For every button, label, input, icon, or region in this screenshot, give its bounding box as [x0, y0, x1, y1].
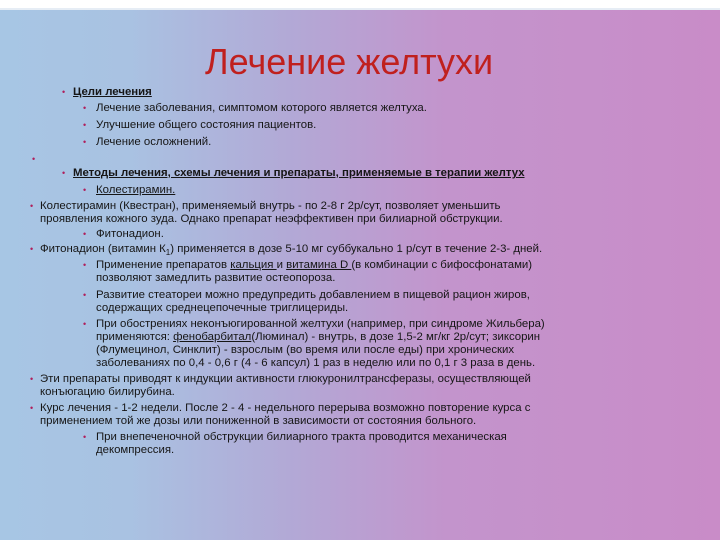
text-continuation	[0, 302, 710, 318]
bullet-icon: •	[32, 154, 36, 164]
bullet-icon: •	[83, 229, 87, 239]
text-continuation	[0, 444, 710, 458]
text-line: (Флумецинол, Синклит) - взрослым (во время или после еды) при хронических	[96, 344, 515, 356]
text-line: проявления кожного зуда. Однако препарат неэффективен при билиарной обструкции.	[40, 213, 503, 225]
text-continuation	[0, 331, 710, 344]
text-line: Курс лечения - 1-2 недели. После 2 - 4 - недельного перерыва возможно повторение курса с	[40, 402, 531, 414]
list-item	[0, 167, 710, 184]
list-item	[0, 402, 710, 415]
text-continuation	[0, 386, 710, 402]
text-fragment: применяются:	[96, 331, 174, 343]
text-continuation	[0, 272, 710, 289]
slide-body	[0, 86, 710, 458]
list-item	[0, 431, 710, 444]
list-item	[0, 102, 710, 119]
list-item	[0, 243, 710, 259]
phenobarbital-link[interactable]: фенобарбитал	[173, 331, 252, 343]
text-continuation	[0, 415, 710, 431]
goal-item: Лечение осложнений.	[96, 136, 212, 148]
methods-heading: Методы лечения, схемы лечения и препараты, применяемые в терапии желтух	[73, 167, 525, 179]
text-fragment: (Люминал) - внутрь, в дозе 1,5-2 мг/кг 2р/сут; зиксорин	[251, 331, 541, 343]
bullet-icon: •	[83, 185, 87, 195]
slide-top-border	[0, 0, 720, 8]
bullet-icon: •	[83, 290, 87, 300]
slide-title: Лечение желтухи	[205, 41, 494, 82]
text-continuation	[0, 213, 710, 228]
text-line: декомпрессия.	[96, 444, 175, 456]
text-fragment: ) применяется в дозе 5-10 мг суббукально 1 р/сут в течение 2-3- дней.	[170, 243, 543, 255]
text-line	[40, 243, 542, 259]
text-line: позволяют замедлить развитие остеопороза.	[96, 272, 336, 284]
text-line: Эти препараты приводят к индукции активности глюкуронилтрансферазы, осуществляющей	[40, 373, 531, 385]
bullet-icon: •	[30, 374, 34, 384]
bullet-icon: •	[83, 432, 87, 442]
text-line	[96, 331, 540, 344]
list-item	[0, 119, 710, 136]
goals-heading: Цели лечения	[73, 86, 152, 98]
list-item	[0, 184, 710, 200]
list-item	[0, 373, 710, 386]
list-item	[0, 228, 710, 243]
text-continuation	[0, 357, 710, 373]
text-fragment: Фитонадион (витамин К	[40, 243, 166, 255]
bullet-icon: •	[83, 319, 87, 329]
text-line: При внепеченочной обструкции билиарного тракта проводится механическая	[96, 431, 507, 443]
text-line: конъюгацию билирубина.	[40, 386, 175, 398]
vitamin-d-link[interactable]: витамина D	[286, 259, 352, 271]
text-fragment: (в комбинации с бифосфонатами)	[351, 259, 533, 271]
text-fragment: Применение препаратов	[96, 259, 231, 271]
list-item	[0, 86, 710, 102]
subscript: 1	[165, 248, 171, 257]
slide-top-border-shadow	[0, 8, 720, 10]
list-item	[0, 259, 710, 272]
list-item	[0, 200, 710, 213]
bullet-icon: •	[30, 201, 34, 211]
bullet-icon: •	[83, 103, 87, 113]
text-line: содержащих среднецепочечные триглицериды.	[96, 302, 349, 314]
list-item	[0, 318, 710, 331]
bullet-icon: •	[62, 168, 66, 178]
bullet-icon: •	[30, 244, 34, 254]
goal-item: Лечение заболевания, симптомом которого является желтуха.	[96, 102, 427, 114]
list-item	[0, 136, 710, 153]
empty-list-item	[0, 153, 710, 167]
text-line: заболеваниях по 0,4 - 0,6 г (4 - 6 капсул) 1 раз в неделю или по 0,1 г 3 раза в день.	[96, 357, 536, 369]
bullet-icon: •	[30, 403, 34, 413]
goal-item: Улучшение общего состояния пациентов.	[96, 119, 317, 131]
bullet-icon: •	[83, 120, 87, 130]
bullet-icon: •	[83, 137, 87, 147]
text-fragment: и	[276, 259, 287, 271]
calcium-link[interactable]: кальция	[230, 259, 277, 271]
phytonadione-heading: Фитонадион.	[96, 228, 164, 240]
bullet-icon: •	[83, 260, 87, 270]
list-item	[0, 289, 710, 302]
text-line	[96, 259, 532, 272]
text-line: Развитие стеатореи можно предупредить добавлением в пищевой рацион жиров,	[96, 289, 530, 301]
text-line: При обострениях неконъюгированной желтухи (например, при синдроме Жильбера)	[96, 318, 545, 330]
text-continuation	[0, 344, 710, 357]
text-line: применением той же дозы или пониженной в зависимости от состояния больного.	[40, 415, 477, 427]
text-line: Колестирамин (Квестран), применяемый внутрь - по 2-8 г 2р/сут, позволяет уменьшить	[40, 200, 501, 212]
bullet-icon: •	[62, 87, 66, 97]
colestyramine-heading: Колестирамин.	[96, 184, 176, 196]
